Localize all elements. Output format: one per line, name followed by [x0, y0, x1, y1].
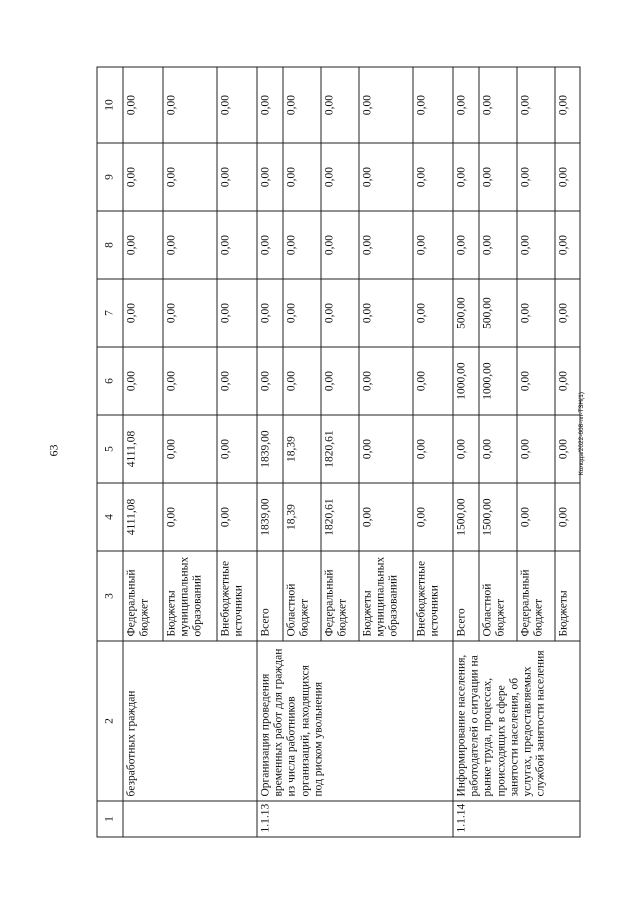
header-cell: 9: [97, 143, 123, 211]
source-cell: Бюджеты муниципальных образований: [163, 551, 217, 641]
value-cell: 0,00: [257, 67, 283, 143]
value-cell: 0,00: [283, 347, 321, 415]
header-cell: 8: [97, 211, 123, 279]
value-cell: 0,00: [517, 347, 555, 415]
value-cell: 1500,00: [479, 483, 517, 551]
value-cell: 1500,00: [453, 483, 479, 551]
value-cell: 0,00: [163, 483, 217, 551]
document-code: Колода/2022-608-пп-ТЗН(1): [578, 391, 586, 476]
page-number: 63: [46, 444, 61, 457]
value-cell: 0,00: [321, 67, 359, 143]
value-cell: 0,00: [453, 67, 479, 143]
table-row: [123, 67, 163, 837]
table-row: [257, 67, 283, 837]
value-cell: 0,00: [359, 211, 413, 279]
value-cell: 0,00: [555, 415, 580, 483]
value-cell: 0,00: [163, 279, 217, 347]
value-cell: 0,00: [321, 347, 359, 415]
source-cell: Бюджеты: [555, 551, 580, 641]
value-cell: 0,00: [321, 279, 359, 347]
value-cell: 0,00: [453, 415, 479, 483]
source-cell: Федеральный бюджет: [321, 551, 359, 641]
header-cell: 2: [97, 641, 123, 801]
value-cell: 0,00: [555, 143, 580, 211]
header-cell: 10: [97, 67, 123, 143]
header-cell: 7: [97, 279, 123, 347]
row-name-cell: Информирование населения, работодателей о ситуации на рынке труда, процессах, происходящих в сфере занятости населения, об услугах, предоставляемых службой занятости населения: [453, 641, 580, 801]
value-cell: 0,00: [517, 211, 555, 279]
value-cell: 0,00: [283, 211, 321, 279]
value-cell: 0,00: [163, 143, 217, 211]
value-cell: 0,00: [217, 483, 257, 551]
value-cell: 0,00: [163, 211, 217, 279]
value-cell: 0,00: [217, 211, 257, 279]
source-cell: Внебюджетные источники: [217, 551, 257, 641]
value-cell: 0,00: [217, 347, 257, 415]
value-cell: 1839,00: [257, 415, 283, 483]
value-cell: 0,00: [283, 143, 321, 211]
value-cell: 0,00: [555, 483, 580, 551]
value-cell: 0,00: [257, 347, 283, 415]
table-rotator: [97, 67, 580, 837]
value-cell: 0,00: [453, 211, 479, 279]
source-cell: Областной бюджет: [479, 551, 517, 641]
row-code-cell: 1.1.13: [257, 801, 453, 837]
value-cell: 0,00: [517, 67, 555, 143]
header-cell: 1: [97, 801, 123, 837]
value-cell: 0,00: [413, 347, 453, 415]
value-cell: 0,00: [479, 211, 517, 279]
value-cell: 0,00: [453, 143, 479, 211]
source-cell: Внебюджетные источники: [413, 551, 453, 641]
value-cell: 0,00: [479, 143, 517, 211]
value-cell: 0,00: [283, 67, 321, 143]
value-cell: 0,00: [517, 279, 555, 347]
value-cell: 0,00: [413, 483, 453, 551]
value-cell: 0,00: [479, 67, 517, 143]
source-cell: Бюджеты муниципальных образований: [359, 551, 413, 641]
source-cell: Всего: [453, 551, 479, 641]
value-cell: 500,00: [453, 279, 479, 347]
row-name-cell: безработных граждан: [123, 641, 257, 801]
value-cell: 0,00: [123, 143, 163, 211]
source-cell: Федеральный бюджет: [123, 551, 163, 641]
value-cell: 4111,08: [123, 415, 163, 483]
value-cell: 0,00: [217, 143, 257, 211]
value-cell: 0,00: [413, 67, 453, 143]
row-code-cell: 1.1.14: [453, 801, 580, 837]
value-cell: 0,00: [321, 143, 359, 211]
value-cell: 0,00: [123, 67, 163, 143]
value-cell: 500,00: [479, 279, 517, 347]
value-cell: 0,00: [413, 415, 453, 483]
value-cell: 0,00: [555, 67, 580, 143]
value-cell: 0,00: [359, 279, 413, 347]
value-cell: 0,00: [359, 483, 413, 551]
header-cell: 6: [97, 347, 123, 415]
value-cell: 0,00: [359, 67, 413, 143]
value-cell: 0,00: [413, 143, 453, 211]
header-cell: 3: [97, 551, 123, 641]
value-cell: 0,00: [217, 67, 257, 143]
budget-table: [97, 66, 581, 837]
value-cell: 0,00: [321, 211, 359, 279]
value-cell: 0,00: [123, 279, 163, 347]
value-cell: 0,00: [257, 143, 283, 211]
value-cell: 0,00: [555, 347, 580, 415]
value-cell: 1000,00: [453, 347, 479, 415]
value-cell: 0,00: [217, 415, 257, 483]
value-cell: 0,00: [413, 211, 453, 279]
value-cell: 0,00: [555, 211, 580, 279]
value-cell: 0,00: [217, 279, 257, 347]
value-cell: 0,00: [359, 143, 413, 211]
header-cell: 5: [97, 415, 123, 483]
header-row: [97, 67, 123, 837]
value-cell: 0,00: [123, 347, 163, 415]
header-cell: 4: [97, 483, 123, 551]
value-cell: 1000,00: [479, 347, 517, 415]
source-cell: Всего: [257, 551, 283, 641]
value-cell: 18,39: [283, 415, 321, 483]
value-cell: 0,00: [163, 67, 217, 143]
value-cell: 0,00: [413, 279, 453, 347]
value-cell: 0,00: [479, 415, 517, 483]
value-cell: 1839,00: [257, 483, 283, 551]
value-cell: 1820,61: [321, 483, 359, 551]
row-name-cell: Организация проведения временных работ для граждан из числа работников организаций, находящихся под риском увольнения: [257, 641, 453, 801]
source-cell: Областной бюджет: [283, 551, 321, 641]
value-cell: 0,00: [359, 347, 413, 415]
value-cell: 0,00: [123, 211, 163, 279]
value-cell: 18,39: [283, 483, 321, 551]
value-cell: 0,00: [517, 483, 555, 551]
table-row: [453, 67, 479, 837]
value-cell: 4111,08: [123, 483, 163, 551]
source-cell: Федеральный бюджет: [517, 551, 555, 641]
value-cell: 0,00: [163, 347, 217, 415]
value-cell: 0,00: [359, 415, 413, 483]
value-cell: 0,00: [517, 415, 555, 483]
value-cell: 1820,61: [321, 415, 359, 483]
row-code-cell: [123, 801, 257, 837]
value-cell: 0,00: [257, 279, 283, 347]
value-cell: 0,00: [163, 415, 217, 483]
value-cell: 0,00: [283, 279, 321, 347]
value-cell: 0,00: [257, 211, 283, 279]
value-cell: 0,00: [555, 279, 580, 347]
value-cell: 0,00: [517, 143, 555, 211]
